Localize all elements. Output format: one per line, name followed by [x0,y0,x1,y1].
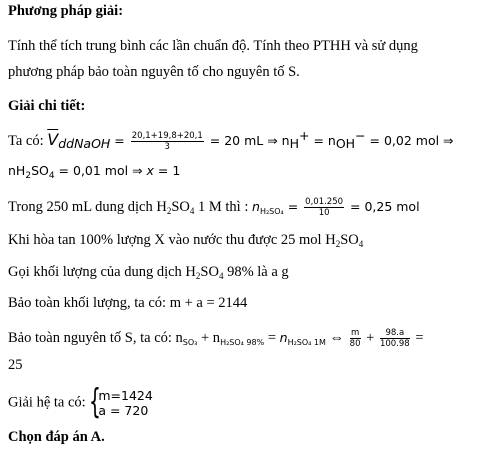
subscript: H₂SO₄ [259,206,284,216]
text-fragment: Giải hệ ta có: [8,394,90,411]
fraction-denominator: 80 [349,339,361,349]
system-row: m=1424 [98,388,153,403]
fraction-numerator: 20,1+19,8+20,1 [131,131,203,142]
mole-symbol: n [252,198,260,214]
subscript: 2 [166,205,172,216]
answer-line: Chọn đáp án A. [8,429,105,445]
text-fragment: Ta có: [8,133,48,149]
text-fragment: = 0,02 mol ⇒ [365,133,454,148]
fraction-denominator: 100.98 [379,339,410,349]
fraction-numerator: m [350,328,360,338]
text-fragment: 98% là a g [223,264,289,280]
solution-line-6: Bảo toàn khối lượng, ta có: m + a = 2144 [8,295,248,311]
superscript: − [355,128,366,143]
subscript: 4 [218,271,224,281]
heading-detail: Giải chi tiết: [8,98,86,114]
subscript: H [289,136,299,151]
solution-line-9 [8,382,153,422]
text-fragment: = 0,01 mol ⇒ [54,163,147,178]
text-fragment: SO [31,163,49,178]
solution-line-4 [8,231,363,249]
text-fragment: = 1 [153,163,181,178]
method-text-1: Tính thể tích trung bình các lần chuẩn độ. Tính theo PTHH và sử dụng [8,38,418,54]
fraction-m-80 [350,328,361,349]
average-fraction [131,131,204,152]
text-fragment: SO [200,264,219,280]
subscript: 2 [335,239,341,249]
text-fragment: = [264,329,280,346]
solution-line-5 [8,263,289,281]
text-fragment: + [362,329,378,346]
subscript: 4 [48,171,55,181]
subscript: H₂SO₄ 1M [287,337,326,347]
heading-method: Phương pháp giải: [8,3,124,19]
concentration-fraction [304,197,344,218]
mole-symbol: n [279,329,288,345]
subscript: OH [335,136,356,151]
solution-line-2 [8,162,180,180]
text-fragment: = n [309,133,336,148]
equation-system [89,382,153,422]
text-fragment: Bảo toàn nguyên tố S, ta có: n [8,329,183,346]
system-row: a = 720 [98,403,149,418]
text-fragment: = 0,25 mol [346,198,420,214]
text-fragment: = [110,133,129,148]
subscript: SO₃ [182,337,198,347]
fraction-numerator: 98.a [380,328,410,339]
solution-line-1 [8,128,454,153]
brace-icon: { [89,382,102,422]
fraction-98a [380,328,410,349]
text-fragment: Trong 250 mL dung dịch H [8,198,167,215]
fraction-denominator: 3 [164,142,170,153]
text-fragment: = [283,198,303,214]
text-fragment: + n [197,329,221,346]
subscript: 2 [25,171,32,181]
text-fragment: SO [340,232,359,248]
subscript: 4 [358,239,364,249]
text-fragment: = [411,329,424,346]
text-fragment: Gọi khối lượng của dung dịch H [8,264,196,280]
text-fragment: = 20 mL ⇒ n [205,133,290,148]
subscript: H₂SO₄ 98% [220,337,265,347]
variable-x: x [146,163,154,178]
text-fragment: 1 M thì : [194,198,252,215]
volume-symbol: $\overline{V}$ [47,130,59,149]
text-fragment: SO [171,198,190,215]
solution-line-3 [8,197,420,218]
subscript: 2 [195,271,201,281]
text-fragment: nH [8,163,26,178]
solution-line-7 [8,328,424,349]
text-fragment: ⇔ [325,329,348,346]
fraction-denominator: 10 [318,208,330,218]
subscript: 4 [189,205,195,216]
method-text-2: phương pháp bảo toàn nguyên tố cho nguyên tố S. [8,64,300,80]
solution-line-8: 25 [8,357,23,373]
superscript: + [298,128,310,143]
volume-subscript: ddNaOH [58,136,111,151]
fraction-numerator: 0,01.250 [305,197,344,207]
text-fragment: Khi hòa tan 100% lượng X vào nước thu được 25 mol H [8,232,336,248]
